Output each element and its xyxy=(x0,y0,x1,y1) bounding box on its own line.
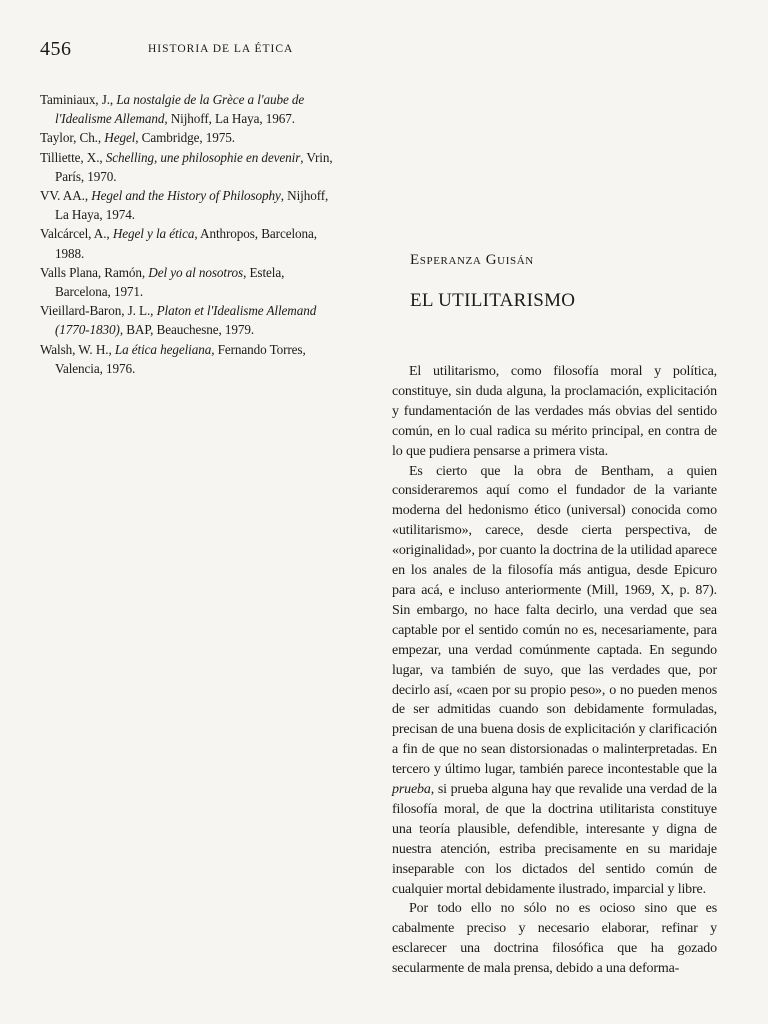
chapter-title: EL UTILITARISMO xyxy=(410,290,576,311)
bibliography-list xyxy=(40,90,340,378)
bibliography-entry: VV. AA., Hegel and the History of Philosophy, Nijhoff, La Haya, 1974. xyxy=(40,188,329,223)
paragraph: Por todo ello no sólo no es ocioso sino que es cabalmente preciso y necesario elaborar, refinar y esclarecer una doctrina filosófica que ha gozado secularmente de mala prensa, debido a una deforma- xyxy=(392,901,717,977)
emphasis-text: prueba xyxy=(392,782,431,798)
running-head: HISTORIA DE LA ÉTICA xyxy=(148,43,294,55)
bibliography-entry: Taminiaux, J., La nostalgie de la Grèce a l'aube de l'Idealisme Allemand, Nijhoff, La Haya, 1967. xyxy=(40,92,305,127)
bibliography-entry: Valcárcel, A., Hegel y la ética, Anthropos, Barcelona, 1988. xyxy=(40,226,317,261)
bibliography-entry: Taylor, Ch., Hegel, Cambridge, 1975. xyxy=(40,130,235,146)
paragraph: El utilitarismo, como filosofía moral y política, constituye, sin duda alguna, la proclamación, explicitación y fundamentación de las verdades más obvias del sentido común, en lo cual radica su mérito principal, en contra de lo que pudiera pensarse a primera vista. xyxy=(392,364,717,459)
chapter-body xyxy=(392,362,717,979)
bibliography-entry: Vieillard-Baron, J. L., Platon et l'Idealisme Allemand (1770-1830), BAP, Beauchesne, 1979. xyxy=(40,303,317,338)
bibliography-entry: Walsh, W. H., La ética hegeliana, Fernando Torres, Valencia, 1976. xyxy=(40,341,306,376)
chapter-author: Esperanza Guisán xyxy=(410,252,534,268)
bibliography-entry: Tilliette, X., Schelling, une philosophie en devenir, Vrin, París, 1970. xyxy=(40,149,333,184)
page-number: 456 xyxy=(40,38,72,60)
bibliography-entry: Valls Plana, Ramón, Del yo al nosotros, Estela, Barcelona, 1971. xyxy=(40,264,285,300)
paragraph: Es cierto que la obra de Bentham, a quien consideraremos aquí como el fundador de la variante moderna del hedonismo ético (universal) conocida como «utilitarismo», carece, desde cierta perspectiva, de «originalidad», por cuanto la doctrina de la utilidad aparece en los anales de la filosofía más antigua, desde Epicuro para acá, e incluso anteriormente (Mill, 1969, X, p. 87). Sin embargo, no hace falta decirlo, una verdad que sea captable por el sentido común no es, necesariamente, para empezar, una verdad comúnmente captada. En segundo lugar, va también de suyo, que las verdades que, por decirlo así, «caen por su propio peso», o no pueden menos de ser admitidas cuando son debidamente formuladas, precisan de una buena dosis de explicitación y clarificación a fin de que no sean distorsionadas o malinterpretadas. En tercero y último lugar, también parece incontestable que la prueba, si prueba alguna hay que revalide una verdad de la filosofía moral, de que la doctrina utilitarista constituye una teoría plausible, defendible, interesante y digna de nuestra atención, estriba precisamente en su maridaje inseparable con los dictados del sentido común de cualquier mortal debidamente ilustrado, imparcial y libre. xyxy=(392,463,717,897)
